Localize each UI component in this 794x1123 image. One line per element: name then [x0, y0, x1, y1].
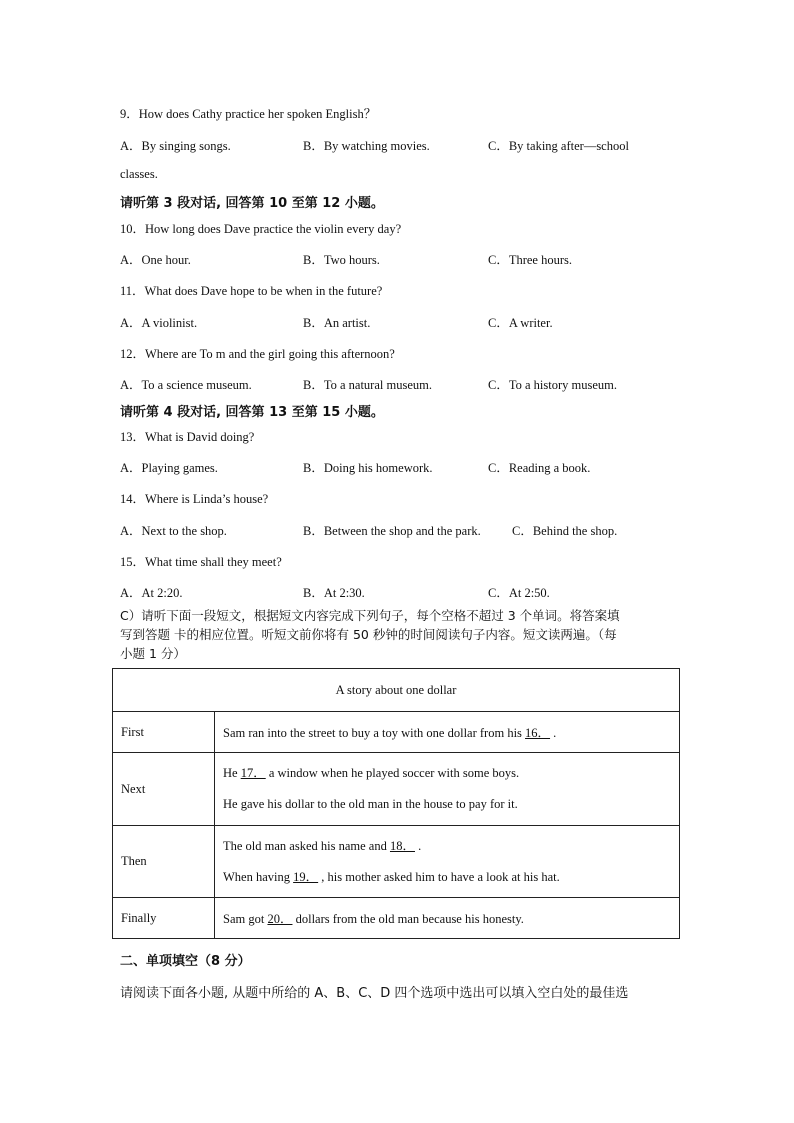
sentence-text: Sam ran into the street to buy a toy with one dollar from his [223, 726, 526, 740]
row-label: Finally [113, 898, 215, 939]
section-2-heading: 二、单项填空（8 分） [120, 954, 251, 969]
option-a: A．A violinist. [120, 316, 198, 330]
instruction-line: 小题 1 分） [120, 646, 186, 661]
option-b: B．Between the shop and the park. [303, 524, 481, 538]
option-c: C．Behind the shop. [512, 524, 618, 538]
sentence-text: He gave his dollar to the old man in the house to pay for it. [223, 797, 518, 811]
question-12: 12．Where are To m and the girl going this afternoon? [120, 347, 395, 361]
option-b: B．By watching movies. [303, 139, 430, 153]
option-b: B．Two hours. [303, 253, 380, 267]
row-label: First [113, 712, 215, 753]
row-content [215, 898, 680, 939]
table-row [113, 712, 680, 753]
option-b: B．An artist. [303, 316, 371, 330]
option-a: A．Playing games. [120, 461, 218, 475]
option-b: B．Doing his homework. [303, 461, 433, 475]
row-content [215, 826, 680, 898]
instruction-line: 写到答题 卡的相应位置。听短文前你将有 50 秒钟的时间阅读句子内容。短文读两遍。（每 [120, 627, 617, 642]
row-content [215, 712, 680, 753]
sentence-text: , his mother asked him to have a look at his hat. [318, 869, 560, 884]
section-heading-4: 请听第 4 段对话, 回答第 13 至第 15 小题。 [120, 405, 384, 420]
table-row [113, 826, 680, 898]
sentence-text: The old man asked his name and [223, 838, 390, 853]
sentence-text: a window when he played soccer with some boys. [265, 766, 520, 780]
sentence-text: Sam got [223, 912, 268, 926]
option-c: C．Three hours. [488, 253, 573, 267]
row-label: Next [113, 753, 215, 826]
sentence-text: dollars from the old man because his honesty. [292, 912, 524, 926]
answer-blank-16: 16． [525, 726, 551, 740]
option-a: A．At 2:20. [120, 586, 183, 600]
answer-blank-19: 19． [293, 869, 319, 884]
sentence-text: He [223, 766, 241, 780]
row-content [215, 753, 680, 826]
option-c: C．A writer. [488, 316, 553, 330]
option-b: B．To a natural museum. [303, 378, 432, 392]
answer-blank-18: 18． [389, 838, 415, 853]
question-11: 11．What does Dave hope to be when in the future? [120, 284, 383, 298]
option-c-continuation: classes. [120, 167, 158, 181]
sentence-text: . [550, 726, 557, 740]
question-14: 14．Where is Linda’s house? [120, 492, 269, 506]
story-table [112, 668, 680, 939]
option-c: C．By taking after—school [488, 139, 629, 153]
question-13: 13．What is David doing? [120, 430, 255, 444]
section-2-instructions: 请阅读下面各小题, 从题中所给的 A、B、C、D 四个选项中选出可以填入空白处的最佳选 [120, 986, 629, 1001]
option-a: A．To a science museum. [120, 378, 252, 392]
option-c: C．Reading a book. [488, 461, 591, 475]
option-a: A．By singing songs. [120, 139, 231, 153]
section-heading-3: 请听第 3 段对话, 回答第 10 至第 12 小题。 [120, 196, 384, 211]
instruction-line: C）请听下面一段短文，根据短文内容完成下列句子，每个空格不超过 3 个单词。将答案填 [120, 608, 620, 623]
answer-blank-20: 20． [267, 912, 293, 926]
part-c-instructions [120, 606, 680, 663]
question-10: 10．How long does Dave practice the violin every day? [120, 222, 402, 236]
option-c: C．At 2:50. [488, 586, 550, 600]
option-a: A．One hour. [120, 253, 191, 267]
table-title: A story about one dollar [113, 669, 680, 712]
option-b: B．At 2:30. [303, 586, 365, 600]
table-row [113, 753, 680, 826]
option-a: A．Next to the shop. [120, 524, 227, 538]
option-c: C．To a history museum. [488, 378, 617, 392]
answer-blank-17: 17． [240, 766, 266, 780]
sentence-text: . [414, 838, 422, 853]
row-label: Then [113, 826, 215, 898]
question-9: 9．How does Cathy practice her spoken English？ [120, 107, 377, 121]
question-15: 15．What time shall they meet? [120, 555, 282, 569]
table-row [113, 898, 680, 939]
sentence-text: When having [223, 869, 294, 884]
